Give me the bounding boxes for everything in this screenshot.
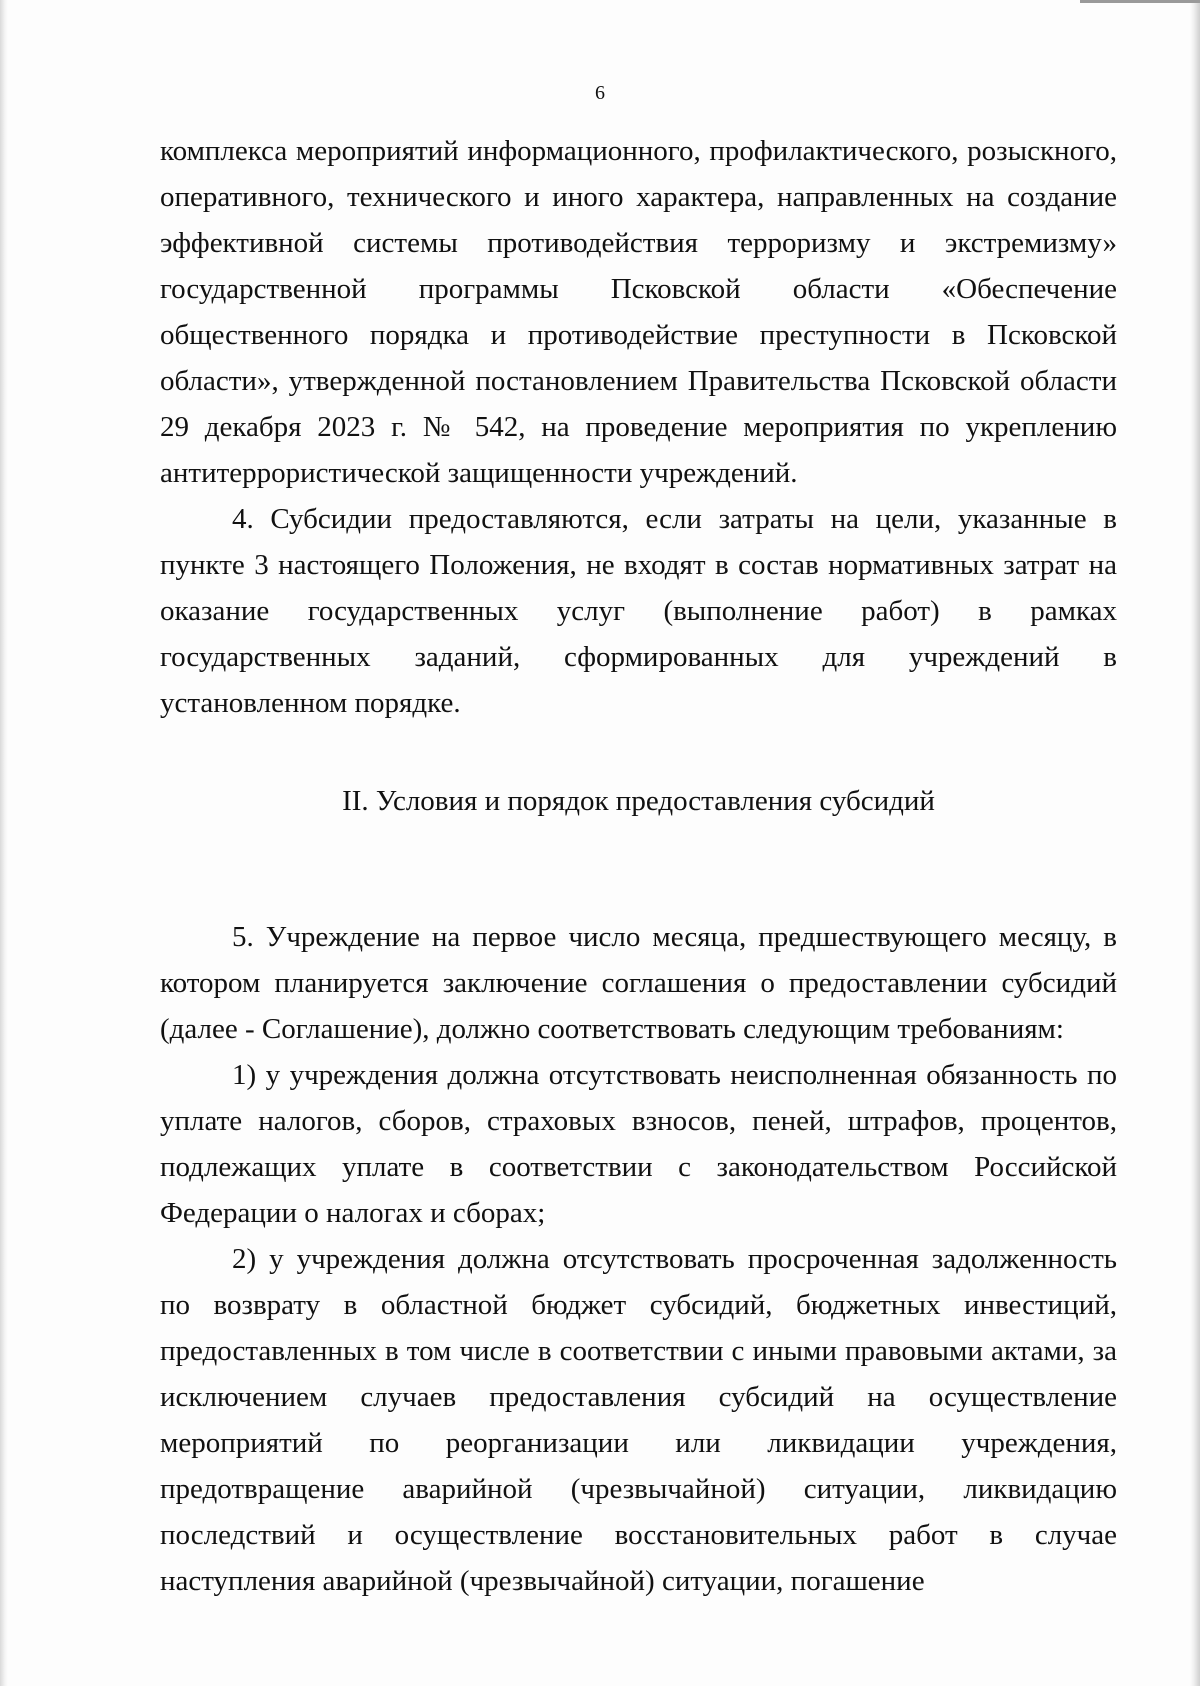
page-number: 6	[595, 82, 605, 104]
scan-edge-right	[1190, 0, 1200, 1686]
paragraph-subitem-1: 1) у учреждения должна отсутствовать неисполненная обязанность по уплате налогов, сборов, страховых взносов, пеней, штрафов, процентов, подлежащих уплате в соответствии с законодательством Российской Федерации о налогах и сборах;	[160, 1059, 1117, 1229]
body-text-bottom	[160, 914, 1117, 1604]
section-heading: II. Условия и порядок предоставления субсидий	[342, 785, 935, 817]
paragraph-item-4: 4. Субсидии предоставляются, если затраты на цели, указанные в пункте 3 настоящего Положения, не входят в состав нормативных затрат на оказание государственных услуг (выполнение работ) в рамках государственных заданий, сформированных для учреждений в установленном порядке.	[160, 503, 1117, 719]
paragraph-item-5: 5. Учреждение на первое число месяца, предшествующего месяцу, в котором планируется заключение соглашения о предоставлении субсидий (далее - Соглашение), должно соответствовать следующим требованиям:	[160, 921, 1117, 1045]
paragraph-continuation: комплекса мероприятий информационного, профилактического, розыскного, оперативного, технического и иного характера, направленных на создание эффективной системы противодействия терроризму и экстремизму» государственной программы Псковской области «Обеспечение общественного порядка и противодействие преступности в Псковской области», утвержденной постановлением Правительства Псковской области 29 декабря 2023 г. № 542, на проведение мероприятия по укреплению антитеррористической защищенности учреждений.	[160, 135, 1117, 489]
paragraph-subitem-2: 2) у учреждения должна отсутствовать просроченная задолженность по возврату в областной бюджет субсидий, бюджетных инвестиций, предоставленных в том числе в соответствии с иными правовыми актами, за исключением случаев предоставления субсидий на осуществление мероприятий по реорганизации или ликвидации учреждения, предотвращение аварийной (чрезвычайной) ситуации, ликвидацию последствий и осуществление восстановительных работ в случае наступления аварийной (чрезвычайной) ситуации, погашение	[160, 1243, 1117, 1597]
body-text-top	[160, 128, 1117, 726]
section-heading-block	[160, 778, 1117, 824]
scan-edge-left	[0, 0, 8, 1686]
scan-edge-top-right	[1080, 0, 1200, 3]
